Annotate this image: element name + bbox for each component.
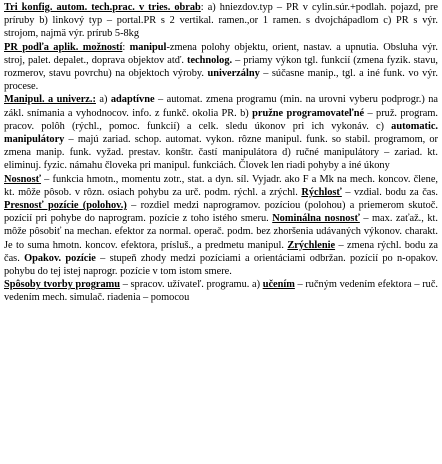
paragraph-tech-configs [4,1,438,41]
heading-manipul-univerz: Manipul. a univerz.: [4,94,96,106]
text-run: – priamy výkon tgl. funkcií (zmena fyzik. stavu, rozmerov, stavu povrchu) na objektoch výroby. [4,54,438,80]
text-run: – vzdial. bodu za čas. [341,186,439,198]
paragraph-nosnost [4,173,438,279]
term-zrychlenie: Zrýchlenie [287,239,336,251]
heading-sposoby-tvorby: Spôsoby tvorby programu [4,279,121,291]
text-run: – spracov. užívateľ. programu. a) [120,279,263,291]
heading-application-possibilities: PR podľa aplik. možností [4,41,123,53]
term-presnost-pozicie: Presnosť pozície (polohov.) [4,200,127,212]
text-run: a) [95,94,111,106]
term-automatic-manipulatory: automatic. manipulátory [4,120,438,146]
heading-tech-configs: Tri konfig. autom. tech.prac. v tries. obrab [4,2,201,13]
term-technolog: technolog. [187,54,233,66]
text-run: – funkcia hmotn., momentu zotr., stat. a dyn. síl. Vyjadr. ako F a Mk na mech. koncov. člene, kt. môže pôsob. v rôzn. osiach pohybu za urč. podm. rýchl. a zrýchl. [4,173,438,198]
term-adaptivne: adaptívne [110,94,155,106]
text-run: – zmena rýchl. bodu za čas. [4,239,438,264]
text-run: – automat. zmena programu (min. na urovni vyberu podprogr.) na zákl. snímania a vyhodnocov. info. z funkč. okolia PR. b) [4,94,438,119]
term-univerzalny: univerzálny [207,68,260,80]
heading-nosnost: Nosnosť [4,173,42,185]
text-run: – súčasne manip., tgl. a iné funk. vo výr. procese. [4,68,438,93]
term-ucenim: učením [262,279,295,291]
term-pruzne-programovatelne: pružne programovateľné [252,107,365,119]
document-page [4,1,438,305]
text-run: : [122,41,130,53]
text-run: : a) hniezdov.typ – PR v cylin.súr.+podlah. pojazd, pre príruby b) linkový typ – portal.PR s 2 vertikal. ramen.,or 1 ramen. s dvojchápadlom c) PR s výr. strojom, najmä výr. prírub 5-8kg [4,2,438,40]
text-run: – max. zaťaž., kt. môže pôsobiť na mechan. efektor za normal. operač. podm. bez zhoršenia udávaných výkonov. charakt. Je to suma hmotn. koncov. efektora, prísluš., a predmetu manipul. [4,213,438,251]
paragraph-manipul-univerz [4,93,438,172]
paragraph-sposoby-tvorby [4,278,438,304]
text-run: – ručným vedením efektora – ruč. vedením mech. simulač. riadenia – pomocou [4,279,438,304]
term-nominalna-nosnost: Nominálna nosnosť [272,213,360,225]
term-opakov-pozicie: Opakov. pozície [24,252,96,264]
text-run: – rozdiel medzi naprogramov. pozíciou (polohou) a priemerom skutoč. pozícií pri pohybe do naprogram. pozície z toho istého smeru. [4,200,438,225]
text-run: – majú zariad. schop. automat. vykon. rôzne manipul. funk. so stabil. programom, or zmena manip. funk. vyžad. prestav. konštr. častí manipulátora d) ručné manipulátory – zariad. kt. eliminuj. fyzic. námahu človeka pri manipul. funkciách. Človek len riadi pohyby a iné úkony [4,134,438,172]
term-manipul: manipul [129,41,167,53]
text-run: -zmena polohy objektu, orient, nastav. a upnutia. Obsluha výr. stroj, palet. depalet., doprava objektov atď. [4,41,438,66]
paragraph-application-possibilities [4,41,438,94]
text-run: – stupeň zhody medzi pozíciami a orientáciami odbržan. pozícií po n-opakov. pohybu do tej istej naprogr. pozície v tom istom smere. [4,252,438,278]
term-rychlost: Rýchlosť [301,186,342,198]
text-run: – pruž. program. pracov. polôh (rýchl., pomoc. funkcií) a celk. sledu úkonov pri ich vykonáv. c) [4,107,438,132]
